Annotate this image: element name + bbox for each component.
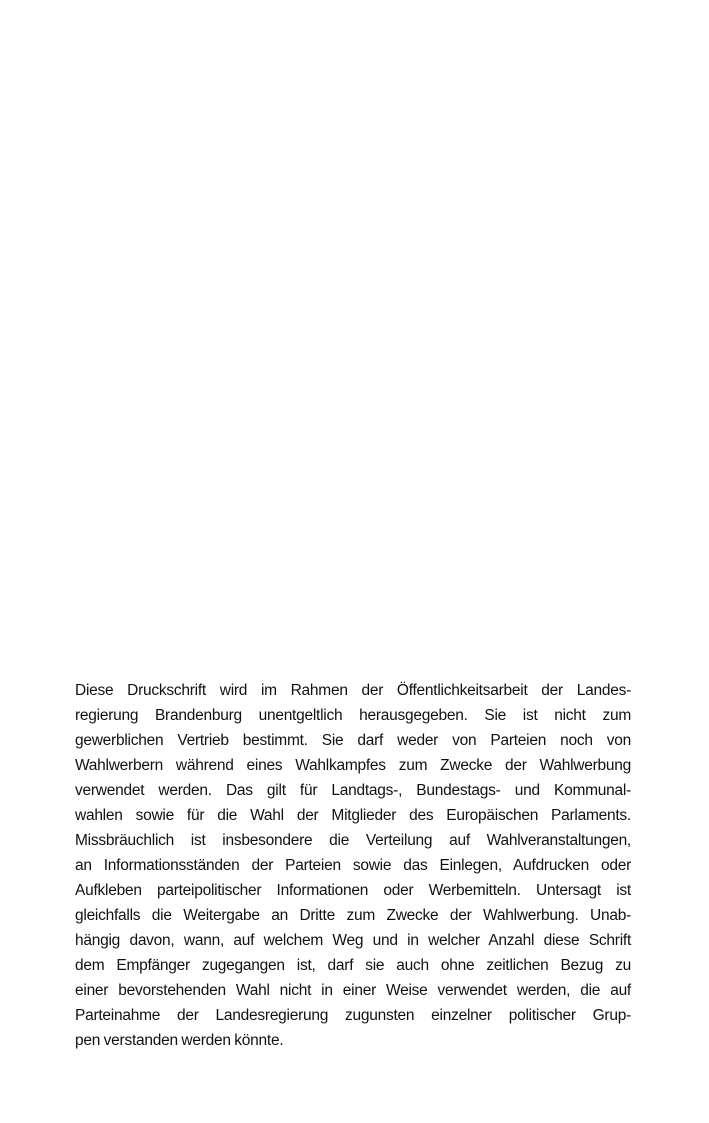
disclaimer-line: regierung Brandenburg unentgeltlich herausgegeben. Sie ist nicht zum: [75, 707, 631, 724]
disclaimer-line: gleichfalls die Weitergabe an Dritte zum Zwecke der Wahlwerbung. Unab-: [75, 907, 631, 924]
disclaimer-line: pen verstanden werden könnte.: [75, 1032, 284, 1049]
disclaimer-line: Diese Druckschrift wird im Rahmen der Öffentlichkeitsarbeit der Landes-: [75, 682, 631, 699]
disclaimer-line: einer bevorstehenden Wahl nicht in einer Weise verwendet werden, die auf: [75, 982, 631, 999]
disclaimer-line: gewerblichen Vertrieb bestimmt. Sie darf weder von Parteien noch von: [75, 732, 631, 749]
disclaimer-line: Wahlwerbern während eines Wahlkampfes zum Zwecke der Wahlwerbung: [75, 757, 631, 774]
legal-disclaimer-paragraph: [75, 678, 631, 1053]
disclaimer-line: Parteinahme der Landesregierung zugunsten einzelner politischer Grup-: [75, 1007, 631, 1024]
disclaimer-line: hängig davon, wann, auf welchem Weg und in welcher Anzahl diese Schrift: [75, 932, 631, 949]
disclaimer-line: wahlen sowie für die Wahl der Mitglieder des Europäischen Parlaments.: [75, 807, 631, 824]
disclaimer-line: an Informationsständen der Parteien sowie das Einlegen, Aufdrucken oder: [75, 857, 631, 874]
disclaimer-line: Aufkleben parteipolitischer Informationen oder Werbemitteln. Untersagt ist: [75, 882, 631, 899]
disclaimer-line: verwendet werden. Das gilt für Landtags-, Bundestags- und Kommunal-: [75, 782, 631, 799]
disclaimer-line: Missbräuchlich ist insbesondere die Verteilung auf Wahlveranstaltungen,: [75, 832, 631, 849]
disclaimer-line: dem Empfänger zugegangen ist, darf sie auch ohne zeitlichen Bezug zu: [75, 957, 631, 974]
